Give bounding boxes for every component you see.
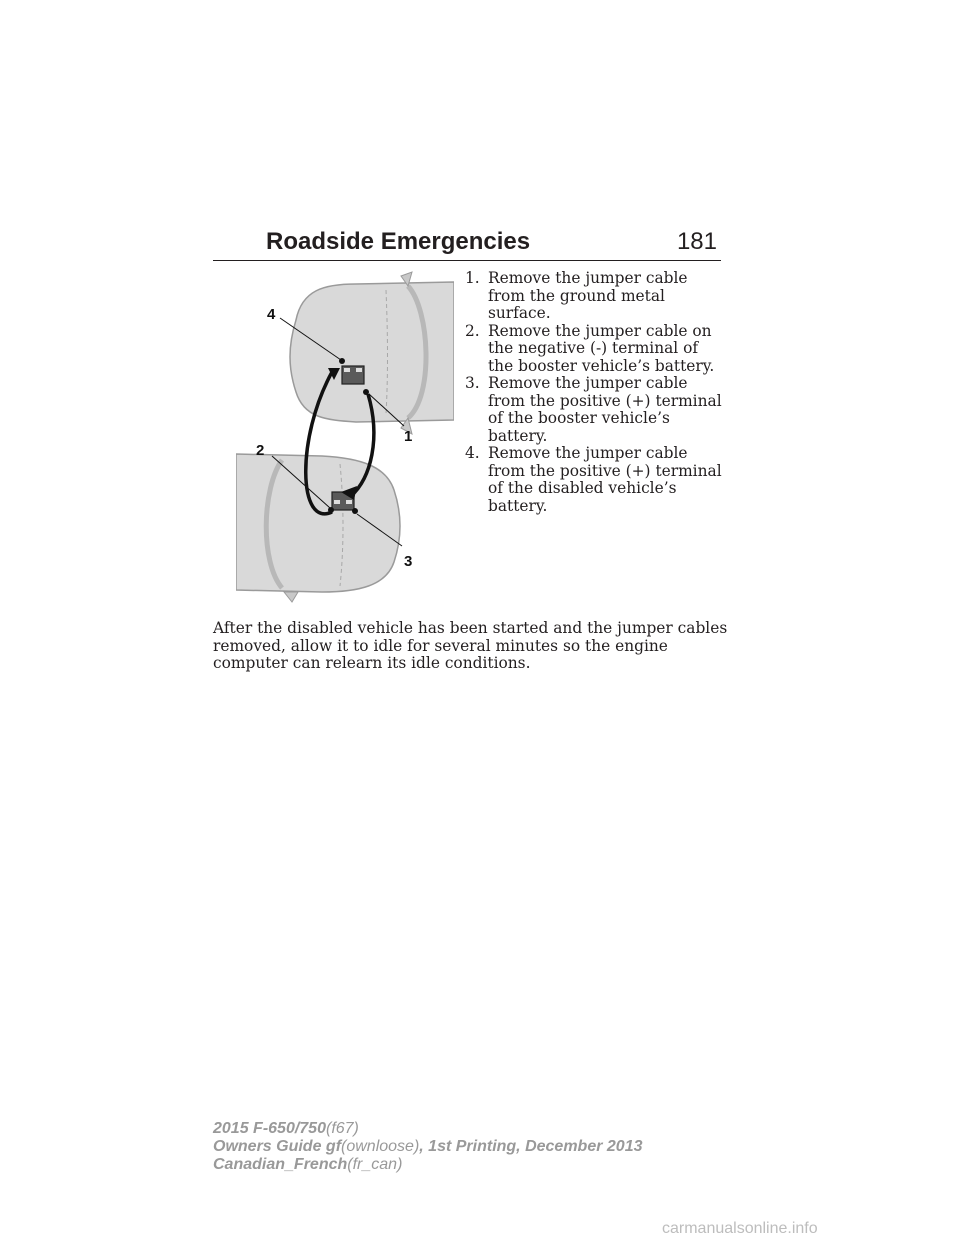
list-item <box>465 375 725 445</box>
step-text: Remove the jumper cable on the negative (-) terminal of the booster vehicle’s battery. <box>488 321 715 375</box>
step-text: Remove the jumper cable from the positive (+) terminal of the booster vehicle’s battery. <box>488 374 722 445</box>
removal-steps-list <box>465 270 725 515</box>
list-item <box>465 323 725 376</box>
document-footer <box>213 1120 813 1174</box>
idle-relearn-paragraph: After the disabled vehicle has been started and the jumper cables removed, allow it to idle for several minutes so the engine computer can relearn its idle conditions. <box>213 619 728 672</box>
list-item <box>465 270 725 323</box>
footer-line-3 <box>213 1156 813 1174</box>
page-number: 181 <box>676 228 717 255</box>
disabled-vehicle <box>236 454 400 602</box>
step-number: 4. <box>465 444 480 462</box>
callout-4: 4 <box>267 306 276 323</box>
callout-3: 3 <box>404 553 413 570</box>
jump-start-disconnect-diagram <box>236 268 454 608</box>
step-text: Remove the jumper cable from the ground metal surface. <box>488 269 688 322</box>
footer-guide-code: (ownloose) <box>341 1138 420 1155</box>
footer-model-code: (f67) <box>325 1120 359 1137</box>
callout-2: 2 <box>256 442 265 459</box>
callout-1: 1 <box>404 428 413 445</box>
step-number: 2. <box>465 321 480 340</box>
footer-language: Canadian_French <box>213 1156 348 1173</box>
booster-battery <box>342 366 364 384</box>
footer-guide: Owners Guide gf <box>213 1138 342 1155</box>
list-item <box>465 445 725 515</box>
page-header <box>213 228 721 261</box>
footer-model: 2015 F-650/750 <box>213 1120 326 1137</box>
footer-printing: , 1st Printing, December 2013 <box>419 1138 643 1155</box>
footer-language-code: (fr_can) <box>347 1156 403 1173</box>
footer-line-1 <box>213 1120 813 1138</box>
footer-line-2 <box>213 1138 813 1156</box>
step-number: 1. <box>465 269 480 287</box>
section-title: Roadside Emergencies <box>266 228 531 255</box>
step-number: 3. <box>465 374 480 392</box>
step-text: Remove the jumper cable from the positive (+) terminal of the disabled vehicle’s battery. <box>488 444 722 515</box>
site-watermark: carmanualsonline.info <box>662 1220 818 1237</box>
